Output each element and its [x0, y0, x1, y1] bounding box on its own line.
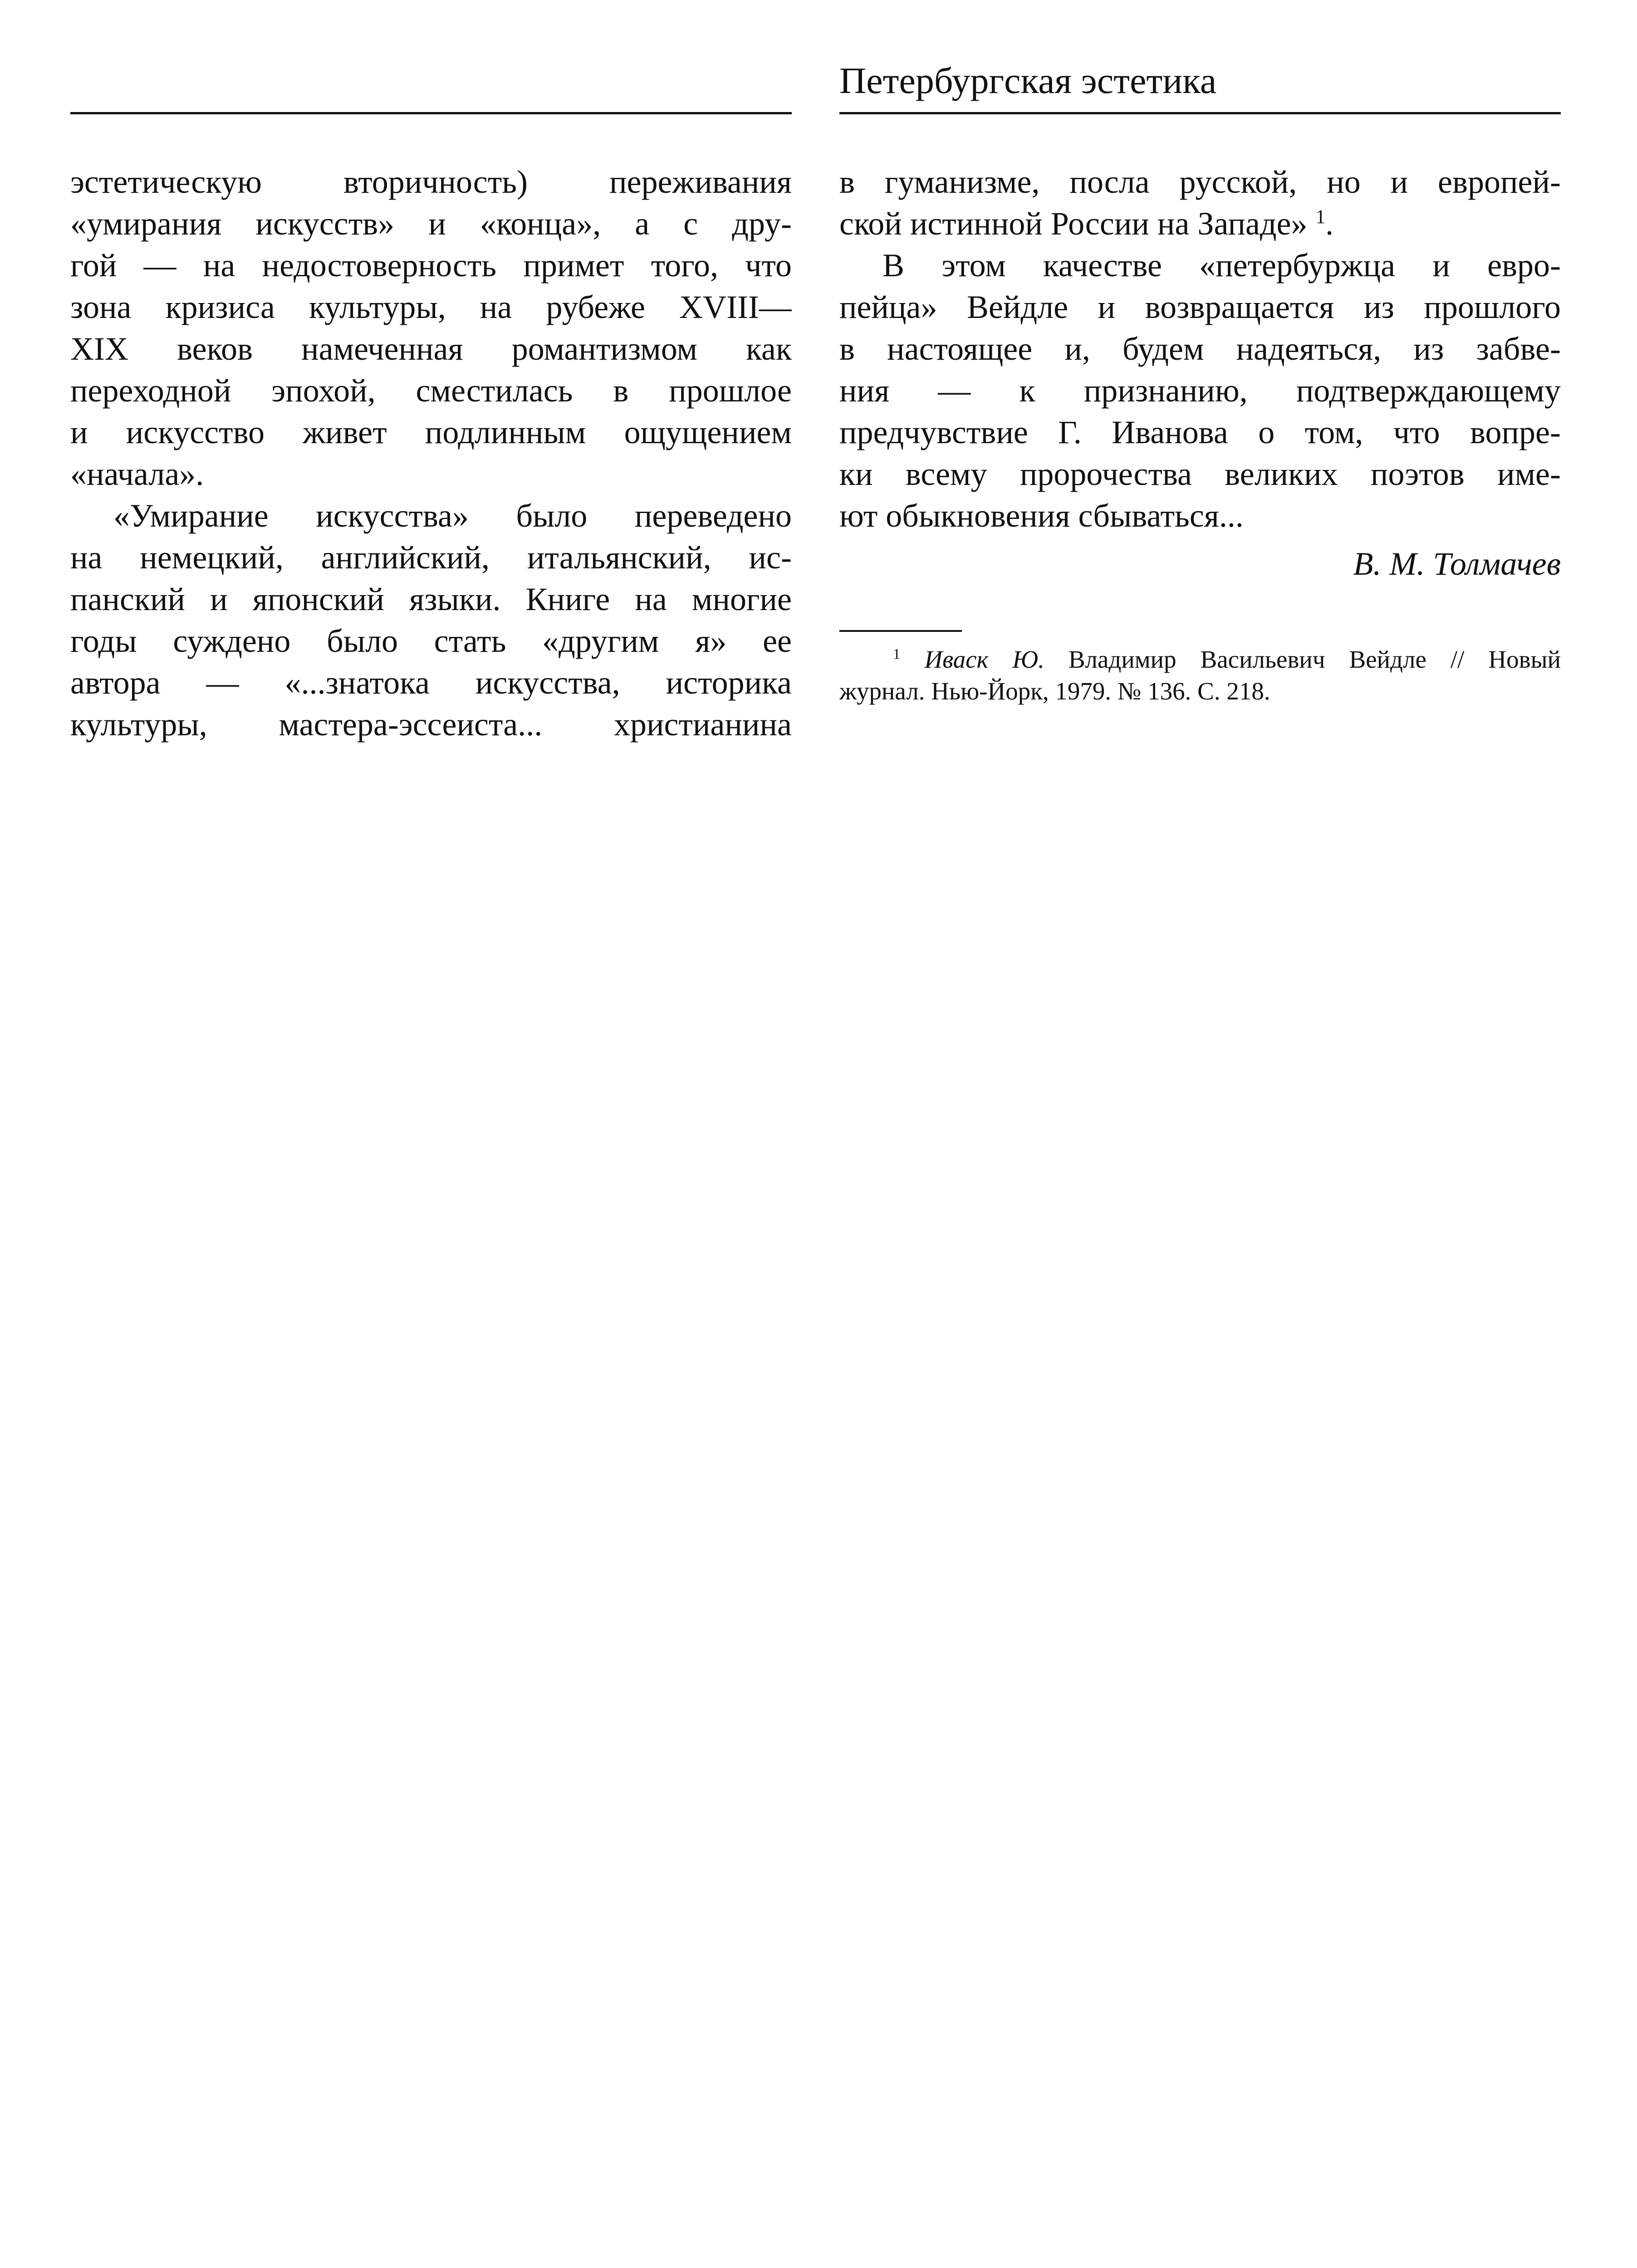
author-signature: В. М. Толмачев — [1353, 546, 1561, 582]
text-line: пейца» Вейдле и возвращается из прошлого — [839, 289, 1561, 325]
text-line: ют обыкновения сбываться... — [839, 498, 1244, 534]
text-line: «начала». — [70, 456, 204, 492]
text-line-content: ской истинной России на Западе» — [839, 205, 1308, 242]
text-line: переходной эпохой, сместилась в прошлое — [70, 372, 792, 409]
paragraph-start-line: В этом качестве «петербуржца и евро- — [882, 247, 1561, 284]
header-rule-right — [839, 112, 1561, 114]
footnote-text: Владимир Васильевич Вейдле // Новый — [1068, 645, 1561, 673]
text-line: ния — к признанию, подтверждающему — [839, 372, 1561, 409]
text-line: предчувствие Г. Иванова о том, что вопре- — [839, 414, 1561, 450]
text-line: зона кризиса культуры, на рубеже XVIII— — [70, 289, 792, 325]
text-line: автора — «...знатока искусства, историка — [70, 665, 792, 701]
footnote-marker: 1 — [1315, 206, 1326, 228]
text-line: гой — на недостоверность примет того, что — [70, 247, 792, 284]
paragraph-start-line: «Умирание искусства» было переведено — [113, 498, 792, 534]
text-line: в настоящее и, будем надеяться, из забве- — [839, 331, 1561, 367]
text-line: XIX веков намеченная романтизмом как — [70, 331, 792, 367]
text-line: годы суждено было стать «другим я» ее — [70, 623, 792, 659]
header-rule-left — [70, 112, 792, 114]
text-line: и искусство живет подлинным ощущением — [70, 414, 792, 450]
footnote-author: Иваск Ю. — [924, 645, 1044, 673]
footnote-line — [839, 644, 1561, 675]
text-line: культуры, мастера-эссеиста... христианина — [70, 706, 792, 743]
running-header-title: Петербургская эстетика — [839, 60, 1217, 101]
text-line: «умирания искусств» и «конца», а с дру- — [70, 205, 792, 242]
footnote-line: журнал. Нью-Йорк, 1979. № 136. С. 218. — [839, 677, 1270, 705]
footnote-separator — [839, 630, 962, 632]
footnote-number: 1 — [893, 646, 901, 663]
text-line: на немецкий, английский, итальянский, ис- — [70, 539, 792, 576]
text-line: панский и японский языки. Книге на многие — [70, 581, 792, 617]
left-column — [70, 161, 792, 745]
text-line: в гуманизме, посла русской, но и европей- — [839, 164, 1561, 200]
text-line: ки всему пророчества великих поэтов име- — [839, 456, 1561, 492]
text-line: эстетическую вторичность) переживания — [70, 164, 792, 200]
text-line-with-footnote: ской истинной России на Западе» $^1$. — [839, 205, 1334, 242]
right-column — [839, 161, 1561, 707]
footnote — [839, 644, 1561, 707]
